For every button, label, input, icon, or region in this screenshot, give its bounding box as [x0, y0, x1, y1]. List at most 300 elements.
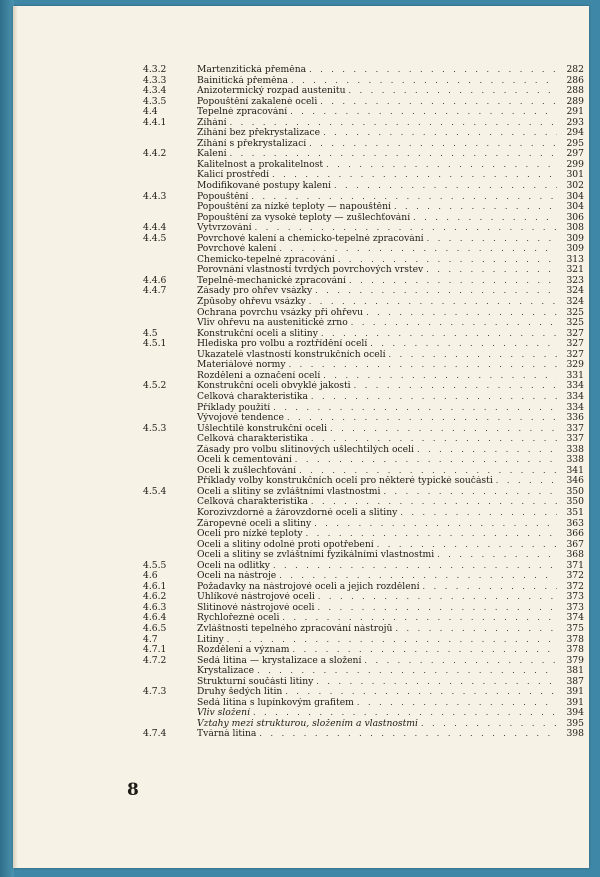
page-reference: 308 [566, 222, 584, 234]
dot-leader [251, 192, 557, 203]
section-number: 4.6.4 [143, 612, 167, 624]
toc-entry [13, 297, 589, 308]
section-title: Zásady pro ohřev vsázky [197, 286, 313, 297]
section-number: 4.7.4 [143, 728, 167, 740]
toc-entry [13, 529, 589, 540]
dot-leader [257, 666, 557, 677]
section-number: 4.4.7 [143, 285, 167, 297]
section-title-line [197, 86, 557, 97]
section-number: 4.5.2 [143, 380, 167, 392]
page-reference: 313 [566, 253, 584, 265]
toc-entry [13, 550, 589, 561]
section-title: Popouštění zakalené oceli [197, 96, 318, 107]
section-title: Oceli a slitiny se zvláštními fyzikálními vlastnostmi [197, 550, 435, 561]
section-title-line [197, 371, 557, 382]
section-title: Korozivzdorné a žárovzdorné oceli a slitiny [197, 507, 398, 518]
section-title: Popouštění za nízké teploty — napouštění [197, 202, 391, 213]
toc-entry [13, 244, 589, 255]
toc-entry [13, 476, 589, 487]
section-title: Oceli pro nízké teploty [197, 529, 303, 540]
page-reference: 334 [566, 380, 584, 392]
section-title: Uhlíkové nástrojové oceli [197, 592, 315, 603]
toc-entry [13, 656, 589, 667]
dot-leader [354, 381, 557, 392]
section-title-line [197, 65, 557, 76]
toc-entry [13, 86, 589, 97]
page-reference: 325 [566, 306, 584, 318]
section-number: 4.3.2 [143, 64, 167, 75]
section-title: Zásady pro volbu slitinových ušlechtilých ocelí [197, 444, 414, 455]
toc-entry [13, 118, 589, 129]
toc-entry [13, 413, 589, 424]
section-title: Modifikované postupy kalení [197, 181, 331, 192]
toc-entry [13, 582, 589, 593]
toc-entry [13, 128, 589, 139]
toc-entry [13, 571, 589, 582]
dot-leader [351, 318, 557, 329]
toc-entry [13, 350, 589, 361]
toc-entry [13, 434, 589, 445]
section-title: Celková charakteristika [197, 434, 308, 445]
page-reference: 291 [566, 106, 584, 118]
toc-entry [13, 213, 589, 224]
toc-entry [13, 308, 589, 319]
toc-entry [13, 592, 589, 603]
dot-leader [394, 202, 557, 213]
section-title-line [197, 445, 557, 456]
toc-entry [13, 360, 589, 371]
toc-entry [13, 540, 589, 551]
toc-entry [13, 719, 589, 730]
section-title-line [197, 550, 557, 561]
section-number: 4.7.3 [143, 686, 167, 698]
toc-entry [13, 339, 589, 350]
dot-leader [293, 645, 558, 656]
section-title-line [197, 381, 557, 392]
page-reference: 324 [566, 285, 584, 297]
toc-entry [13, 635, 589, 646]
page-reference: 337 [566, 422, 584, 434]
section-title: Bainitická přeměna [197, 75, 289, 86]
section-title-line [197, 360, 557, 371]
section-title: Oceli k cementování [197, 455, 292, 466]
dot-leader [377, 540, 557, 551]
section-title-line [197, 265, 557, 276]
toc-entry [13, 508, 589, 519]
section-title: Žíhání s překrystalizací [197, 138, 307, 149]
section-title: Vytvrzování [197, 223, 252, 234]
dot-leader [496, 476, 557, 487]
section-title-line [197, 244, 557, 255]
section-title-line [197, 677, 557, 688]
section-title: Porovnání vlastností tvrdých povrchových vrstev [197, 265, 424, 276]
dot-leader [364, 656, 557, 667]
section-title-line [197, 318, 557, 329]
dot-leader [417, 445, 557, 456]
section-title-line [197, 645, 557, 656]
section-title-line [197, 455, 557, 466]
section-number: 4.7.2 [143, 654, 167, 666]
section-title-line [197, 392, 557, 403]
page-reference: 306 [566, 211, 584, 223]
page-reference: 391 [566, 686, 584, 698]
page-reference: 350 [566, 496, 584, 508]
dot-leader [338, 255, 557, 266]
toc-entry [13, 381, 589, 392]
section-number: 4.3.5 [143, 95, 167, 107]
dot-leader [290, 107, 557, 118]
page-reference: 395 [566, 717, 584, 729]
dot-leader [306, 529, 557, 540]
section-number: 4.6.1 [143, 580, 167, 592]
page-reference: 373 [566, 591, 584, 603]
page-reference: 378 [566, 633, 584, 645]
page-reference: 398 [566, 728, 584, 740]
dot-leader [309, 65, 557, 76]
dot-leader [389, 350, 557, 361]
dot-leader [421, 719, 557, 730]
toc-entry [13, 466, 589, 477]
section-title: Oceli na odlitky [197, 560, 270, 571]
page-reference: 363 [566, 517, 584, 529]
toc-entry [13, 603, 589, 614]
toc-entry [13, 519, 589, 530]
dot-leader [321, 329, 557, 340]
page-reference: 374 [566, 612, 584, 624]
section-title: Vývojové tendence [197, 413, 284, 424]
section-title: Kalení [197, 149, 227, 160]
page-reference: 350 [566, 485, 584, 497]
section-number: 4.6 [143, 570, 158, 582]
section-title: Rozdělení a označení ocelí [197, 370, 321, 381]
page-reference: 327 [566, 338, 584, 350]
page-reference: 391 [566, 696, 584, 708]
section-number: 4.6.5 [143, 622, 167, 634]
section-title: Rychlořezné oceli [197, 613, 280, 624]
dot-leader [279, 571, 557, 582]
dot-leader [311, 392, 557, 403]
dot-leader [330, 424, 557, 435]
section-title-line [197, 149, 557, 160]
toc-entry [13, 192, 589, 203]
page-reference: 302 [566, 180, 584, 192]
dot-leader [370, 339, 557, 350]
page-reference: 338 [566, 443, 584, 455]
toc-entry [13, 265, 589, 276]
section-number: 4.5 [143, 327, 158, 339]
page-reference: 341 [566, 464, 584, 476]
section-title-line [197, 128, 557, 139]
section-number: 4.5.3 [143, 422, 167, 434]
section-title-line [197, 729, 557, 740]
page-reference: 289 [566, 95, 584, 107]
section-title-line [197, 540, 557, 551]
section-title-line [197, 76, 557, 87]
section-title-line [197, 592, 557, 603]
section-title: Žáropevné oceli a slitiny [197, 518, 312, 529]
section-title-line [197, 603, 557, 614]
section-title-line [197, 234, 557, 245]
section-title-line [197, 698, 557, 709]
toc-entry [13, 318, 589, 329]
section-number: 4.4.1 [143, 116, 167, 128]
toc-entry [13, 255, 589, 266]
toc-entry [13, 613, 589, 624]
section-title-line [197, 107, 557, 118]
section-title: Tvárná litina [197, 729, 257, 740]
dot-leader [314, 519, 557, 530]
section-title-line [197, 571, 557, 582]
toc-entry [13, 149, 589, 160]
dot-leader [323, 128, 557, 139]
dot-leader [400, 508, 557, 519]
section-title-line [197, 434, 557, 445]
section-title: Vliv složení [197, 708, 250, 719]
page-reference: 346 [566, 475, 584, 487]
section-title: Tepelné zpracování [197, 107, 288, 118]
section-title-line [197, 160, 557, 171]
page-reference: 368 [566, 549, 584, 561]
dot-leader [427, 234, 557, 245]
section-title: Celková charakteristika [197, 497, 308, 508]
section-title: Zvláštnosti tepelného zpracování nástrojů [197, 623, 393, 634]
section-number: 4.4.2 [143, 148, 167, 160]
section-title: Žíhání bez překrystalizace [197, 128, 321, 139]
section-number: 4.6.3 [143, 601, 167, 613]
dot-leader [323, 371, 557, 382]
dot-leader [311, 434, 557, 445]
section-number: 4.7.1 [143, 644, 167, 656]
page-reference: 327 [566, 327, 584, 339]
section-title: Rozdělení a význam [197, 645, 290, 656]
page-reference: 371 [566, 559, 584, 571]
dot-leader [230, 149, 557, 160]
section-title: Oceli k zušlechťování [197, 465, 297, 476]
page-reference: 387 [566, 675, 584, 687]
page-reference: 304 [566, 190, 584, 202]
dot-leader [349, 86, 558, 97]
dot-leader [259, 729, 557, 740]
section-title-line [197, 466, 557, 477]
section-title: Martenzitická přeměna [197, 65, 307, 75]
section-title: Strukturní součásti litiny [197, 676, 314, 687]
toc-entry [13, 65, 589, 76]
dot-leader [437, 550, 557, 561]
toc-entry [13, 160, 589, 171]
section-title-line [197, 613, 557, 624]
page-reference: 325 [566, 317, 584, 329]
section-title-line [197, 118, 557, 129]
toc-entry [13, 497, 589, 508]
page-reference: 294 [566, 127, 584, 139]
section-number: 4.5.4 [143, 485, 167, 497]
page-reference: 293 [566, 116, 584, 128]
section-number: 4.4.5 [143, 232, 167, 244]
toc-entry [13, 561, 589, 572]
toc-entry [13, 202, 589, 213]
section-number: 4.5.5 [143, 559, 167, 571]
page-reference: 375 [566, 622, 584, 634]
section-title: Konstrukční oceli obvyklé jakosti [197, 381, 351, 392]
page-reference: 299 [566, 158, 584, 170]
section-title-line [197, 97, 557, 108]
section-title-line [197, 413, 557, 424]
page-reference: 286 [566, 74, 584, 86]
toc-entry [13, 371, 589, 382]
section-number: 4.4 [143, 106, 158, 118]
section-title-line [197, 635, 557, 646]
section-title-line [197, 666, 557, 677]
page-reference: 366 [566, 528, 584, 540]
section-title-line [197, 719, 557, 730]
section-title: Oceli a slitiny se zvláštními vlastnostmi [197, 486, 381, 497]
dot-leader [383, 487, 557, 498]
toc-entry [13, 223, 589, 234]
section-title-line [197, 529, 557, 540]
toc-entry [13, 424, 589, 435]
page-reference: 334 [566, 401, 584, 413]
section-title-line [197, 329, 557, 340]
section-number: 4.7 [143, 633, 158, 645]
dot-leader [295, 455, 557, 466]
page-reference: 295 [566, 137, 584, 149]
section-title: Chemicko-tepelné zpracování [197, 254, 335, 265]
section-title: Příklady použití [197, 402, 271, 413]
section-number: 4.4.6 [143, 274, 167, 286]
section-title-line [197, 708, 557, 719]
page-reference: 394 [566, 707, 584, 719]
section-title-line [197, 487, 557, 498]
toc-entry [13, 687, 589, 698]
section-title: Krystalizace [197, 666, 255, 677]
page-reference: 304 [566, 201, 584, 213]
dot-leader [255, 223, 557, 234]
toc-entry [13, 445, 589, 456]
toc-entry [13, 645, 589, 656]
section-title: Oceli na nástroje [197, 571, 277, 582]
dot-leader [311, 497, 557, 508]
page-reference: 301 [566, 169, 584, 181]
dot-leader [287, 413, 557, 424]
section-title: Hlediska pro volbu a roztřídění ocelí [197, 339, 368, 350]
section-title: Ochrana povrchu vsázky při ohřevu [197, 307, 364, 318]
section-number: 4.4.3 [143, 190, 167, 202]
section-title: Popouštění za vysoké teploty — zušlechťování [197, 212, 411, 223]
toc-entry [13, 698, 589, 709]
page-reference: 331 [566, 369, 584, 381]
dot-leader [227, 635, 557, 646]
page-reference: 336 [566, 412, 584, 424]
section-title: Litiny [197, 634, 224, 645]
dot-leader [272, 170, 557, 181]
dot-leader [317, 603, 557, 614]
page-reference: 372 [566, 580, 584, 592]
page-reference: 329 [566, 359, 584, 371]
section-title: Materiálové normy [197, 360, 286, 371]
dot-leader [423, 582, 557, 593]
dot-leader [273, 561, 557, 572]
dot-leader [395, 624, 557, 635]
toc-entry [13, 76, 589, 87]
toc-entry [13, 139, 589, 150]
section-title-line [197, 202, 557, 213]
dot-leader [357, 698, 557, 709]
section-title: Způsoby ohřevu vsázky [197, 297, 306, 308]
page-reference: 367 [566, 538, 584, 550]
section-title-line [197, 624, 557, 635]
toc-entry [13, 181, 589, 192]
section-title-line [197, 286, 557, 297]
page-reference: 309 [566, 232, 584, 244]
dot-leader [334, 181, 557, 192]
section-title-line [197, 656, 557, 667]
dot-leader [291, 76, 557, 87]
section-title-line [197, 403, 557, 414]
toc-entry [13, 392, 589, 403]
section-title: Šedá litina — krystalizace a složení [197, 655, 362, 666]
section-number: 4.6.2 [143, 591, 167, 603]
section-title-line [197, 139, 557, 150]
section-title: Vliv ohřevu na austenitické zrno [197, 318, 348, 329]
page-reference: 288 [566, 85, 584, 97]
section-title-line [197, 476, 557, 487]
dot-leader [299, 466, 557, 477]
section-title: Ukazatelé vlastností konstrukčních ocelí [197, 349, 386, 360]
section-title-line [197, 223, 557, 234]
book-page [13, 6, 589, 868]
toc-entry [13, 729, 589, 740]
toc-entry [13, 403, 589, 414]
dot-leader [315, 286, 557, 297]
toc-entry [13, 487, 589, 498]
page-reference: 378 [566, 644, 584, 656]
toc-entry [13, 624, 589, 635]
dot-leader [413, 213, 557, 224]
page-reference: 323 [566, 274, 584, 286]
toc-entry [13, 286, 589, 297]
dot-leader [316, 677, 557, 688]
dot-leader [279, 244, 557, 255]
section-title-line [197, 213, 557, 224]
page-reference: 324 [566, 296, 584, 308]
section-title-line [197, 192, 557, 203]
section-number: 4.3.4 [143, 85, 167, 97]
section-title: Povrchové kalení [197, 244, 277, 255]
dot-leader [309, 297, 557, 308]
toc-entry [13, 708, 589, 719]
section-title-line [197, 424, 557, 435]
toc-entry [13, 97, 589, 108]
section-title-line [197, 339, 557, 350]
section-title: Oceli a slitiny odolné proti opotřebení [197, 539, 374, 550]
section-title-line [197, 561, 557, 572]
toc-entry [13, 666, 589, 677]
toc-entry [13, 170, 589, 181]
toc-entry [13, 234, 589, 245]
section-title: Popouštění [197, 191, 249, 202]
page-reference: 309 [566, 243, 584, 255]
section-title: Druhy šedých litin [197, 687, 283, 698]
section-title-line [197, 508, 557, 519]
section-number: 4.4.4 [143, 222, 167, 234]
page-reference: 373 [566, 601, 584, 613]
section-title: Ušlechtilé konstrukční oceli [197, 423, 328, 434]
section-title: Příklady volby konstrukčních ocelí pro některé typické součásti [197, 476, 493, 487]
toc-entry [13, 329, 589, 340]
section-title-line [197, 519, 557, 530]
section-title: Kalitelnost a prokalitelnost [197, 159, 324, 170]
section-number: 4.5.1 [143, 338, 167, 350]
